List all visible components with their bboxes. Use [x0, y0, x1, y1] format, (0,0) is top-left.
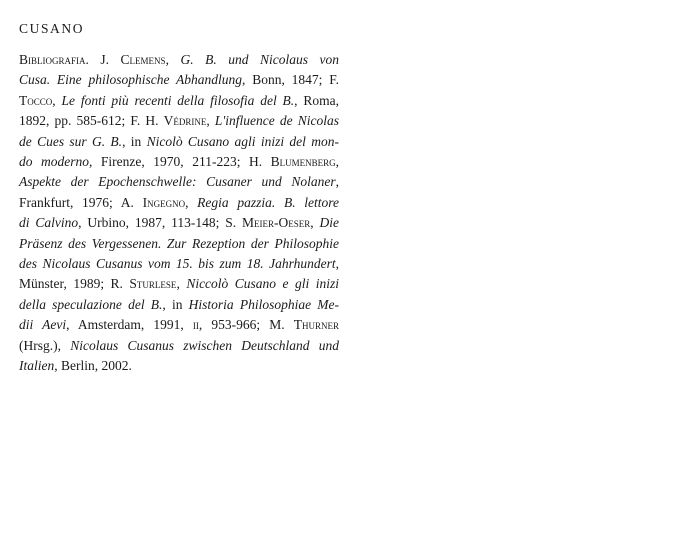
italic-title: Nicolaus Cusanus zwischen Deutschland und [70, 337, 339, 353]
text-run: , [335, 174, 339, 190]
small-caps-name: ii [192, 317, 199, 333]
small-caps-name: Sturlese [129, 276, 177, 292]
italic-title: Die [319, 215, 339, 231]
bibliography-line [19, 50, 339, 70]
italic-title: L'influence de Nicolas [214, 113, 339, 129]
text-run: 1892, pp. 585-612; F. H. [19, 113, 164, 129]
text-run: , in [122, 133, 147, 149]
text-run: , in [162, 296, 189, 312]
small-caps-name: Bibliografia. [19, 52, 89, 67]
italic-title: Le fonti più recenti della filosofia del B. [61, 92, 295, 108]
bibliography-line [19, 91, 339, 111]
text-run: , [185, 194, 198, 210]
italic-title: Cusa. Eine philosophische Abhandlung [19, 72, 243, 88]
entry-heading: CUSANO [19, 21, 85, 36]
text-run: , [310, 215, 320, 231]
italic-title: G. B. und Nicolaus von [180, 52, 339, 67]
bibliography-line [19, 70, 339, 90]
entry-page [19, 20, 339, 377]
text-run: Frankfurt, 1976; A. [19, 194, 143, 210]
small-caps-name: Clemens [120, 52, 166, 67]
small-caps-name: Ingegno [142, 194, 186, 210]
bibliography-line [19, 152, 339, 172]
italic-title: di Calvino [19, 215, 79, 231]
text-run: , Bonn, 1847; F. [242, 72, 339, 88]
bibliography-line [19, 172, 339, 192]
text-run: , [165, 52, 181, 67]
text-run: , Urbino, 1987, 113-148; S. [78, 215, 242, 231]
italic-title: Niccolò Cusano e gli inizi [186, 276, 340, 292]
small-caps-name: Védrine [163, 113, 207, 129]
small-caps-name: Tocco [19, 92, 53, 108]
bibliography-line [19, 213, 339, 233]
bibliography-line [19, 274, 339, 294]
text-run: J. [88, 52, 121, 67]
italic-title: do moderno [19, 154, 90, 170]
bibliography-line [19, 336, 339, 356]
text-run: , 953-966; M. [198, 317, 294, 333]
text-run: , [335, 256, 339, 272]
text-run: , [52, 92, 62, 108]
bibliography-line [19, 234, 339, 254]
text-run: , [206, 113, 215, 129]
italic-title: Historia Philosophiae Me- [188, 296, 339, 312]
bibliography-line [19, 193, 339, 213]
italic-title: Italien [19, 358, 55, 374]
bibliography-line [19, 315, 339, 335]
text-run: , Amsterdam, 1991, [66, 317, 193, 333]
bibliography-line [19, 111, 339, 131]
bibliography-line [19, 295, 339, 315]
italic-title: della speculazione del B. [19, 296, 163, 312]
italic-title: de Cues sur G. B. [19, 133, 123, 149]
text-run: , Roma, [294, 92, 340, 108]
bibliography-line [19, 356, 339, 376]
italic-title: Regia pazzia. B. lettore [197, 194, 340, 210]
bibliography-line [19, 132, 339, 152]
text-run: , Firenze, 1970, 211-223; H. [89, 154, 271, 170]
text-run: , Berlin, 2002. [54, 358, 132, 374]
italic-title: Aspekte der Epochenschwelle: Cusaner und Nolaner [19, 174, 336, 190]
small-caps-name: Blumenberg [270, 154, 336, 170]
small-caps-name: Meier-Oeser [242, 215, 311, 231]
italic-title: des Nicolaus Cusanus vom 15. bis zum 18. Jahrhundert [19, 256, 336, 272]
bibliography-paragraph [19, 50, 339, 377]
small-caps-name: Thurner [293, 317, 339, 333]
text-run: (Hrsg.), [19, 337, 71, 353]
italic-title: Nicolò Cusano agli inizi del mon- [146, 133, 339, 149]
italic-title: dii Aevi [19, 317, 67, 333]
italic-title: Präsenz des Vergessenen. Zur Rezeption der Philosophie [19, 235, 339, 251]
text-run: , [176, 276, 187, 292]
text-run: , [335, 154, 340, 170]
text-run: Münster, 1989; R. [19, 276, 130, 292]
bibliography-line [19, 254, 339, 274]
